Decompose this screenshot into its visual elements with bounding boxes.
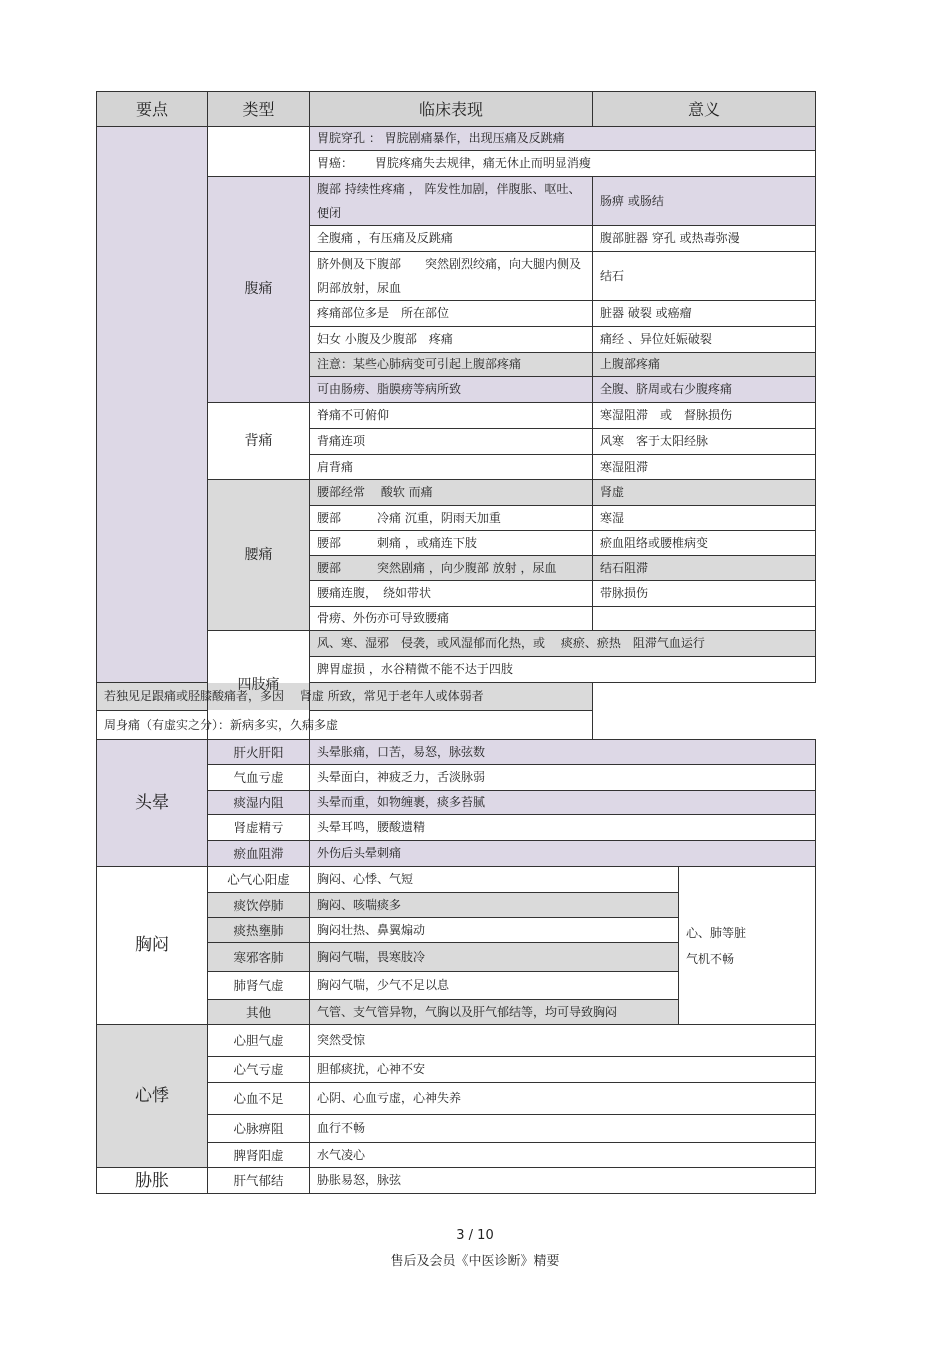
key-hypochondrium: 胁胀 (97, 1168, 208, 1194)
symptom-cell: 腰部 刺痛 ，或痛连下肢 (310, 531, 593, 556)
symptom-cell: 风、寒、湿邪 侵袭，或风湿郁而化热，或 痰瘀、瘀热 阻滞气血运行 (310, 631, 816, 657)
table-row (97, 1168, 816, 1194)
symptom-cell: 腰痛连腹， 绕如带状 (310, 581, 593, 607)
meaning-cell (593, 607, 816, 631)
symptom-cell: 脐外侧及下腹部 突然剧烈绞痛，向大腿内侧及阴部放射，尿血 (310, 252, 593, 301)
type-cell: 痰饮停肺 (208, 893, 310, 918)
chest-meaning-cell (679, 867, 816, 1025)
symptom-cell: 胸闷气喘，少气不足以息 (310, 972, 679, 1000)
table-header (97, 92, 816, 127)
type-abdominal-pain: 腹痛 (208, 177, 310, 403)
symptom-cell: 背痛连项 (310, 429, 593, 455)
key-dizziness: 头晕 (97, 740, 208, 867)
symptom-cell: 气管、支气管异物，气胸以及肝气郁结等，均可导致胸闷 (310, 1000, 679, 1025)
table-row (97, 740, 816, 765)
type-cell: 心胆气虚 (208, 1025, 310, 1057)
symptom-cell: 血行不畅 (310, 1115, 816, 1143)
meaning-line: 气机不畅 (686, 951, 735, 966)
symptom-cell: 水气凌心 (310, 1143, 816, 1168)
page-number: 3 / 10 (456, 1228, 494, 1243)
type-cell: 瘀血阻滞 (208, 841, 310, 867)
type-cell: 痰热壅肺 (208, 918, 310, 943)
symptom-cell: 肩背痛 (310, 455, 593, 480)
symptom-cell: 腰部经常 酸软 而痛 (310, 480, 593, 506)
diagnosis-table (96, 91, 816, 1194)
stomach-type-cell (208, 127, 310, 177)
type-cell: 肾虚精亏 (208, 815, 310, 841)
type-cell: 其他 (208, 1000, 310, 1025)
symptom-cell: 胸闷、咳喘痰多 (310, 893, 679, 918)
symptom-cell: 妇女 小腹及少腹部 疼痛 (310, 327, 593, 353)
symptom-cell: 可由肠痨、脂膜痨等病所致 (310, 377, 593, 403)
meaning-cell: 结石阻滞 (593, 556, 816, 581)
symptom-cell: 腰部 冷痛 沉重，阴雨天加重 (310, 506, 593, 531)
meaning-cell: 带脉损伤 (593, 581, 816, 607)
symptom-cell: 疼痛部位多是 所在部位 (310, 301, 593, 327)
table-row (97, 1025, 816, 1057)
table-row (97, 867, 816, 893)
meaning-cell: 腹部脏器 穿孔 或热毒弥漫 (593, 226, 816, 252)
document-page (96, 91, 815, 1194)
type-cell: 肝火肝阳 (208, 740, 310, 765)
symptom-cell: 头晕胀痛，口苦，易怒，脉弦数 (310, 740, 816, 765)
header-key: 要点 (97, 92, 208, 127)
meaning-line: 心、肺等脏 (686, 925, 747, 940)
symptom-cell: 胸闷气喘，畏寒肢冷 (310, 943, 679, 972)
meaning-cell: 肠痹 或肠结 (593, 177, 816, 226)
symptom-cell: 胁胀易怒，脉弦 (310, 1168, 816, 1194)
meaning-cell: 痛经 、异位妊娠破裂 (593, 327, 816, 353)
table-row (97, 127, 816, 151)
meaning-cell: 风寒 客于太阳经脉 (593, 429, 816, 455)
type-waist-pain: 腰痛 (208, 480, 310, 631)
meaning-cell: 结石 (593, 252, 816, 301)
meaning-cell: 肾虚 (593, 480, 816, 506)
symptom-cell: 头晕耳鸣，腰酸遗精 (310, 815, 816, 841)
symptom-cell: 周身痛（有虚实之分）：新病多实，久病多虚 (97, 711, 593, 740)
meaning-cell: 寒湿阻滞 (593, 455, 816, 480)
meaning-cell: 瘀血阻络或腰椎病变 (593, 531, 816, 556)
type-cell: 脾肾阳虚 (208, 1143, 310, 1168)
table-row (97, 711, 816, 740)
symptom-cell: 腰部 突然剧痛 ，向少腹部 放射 ，尿血 (310, 556, 593, 581)
symptom-cell: 头晕而重，如物缠裹，痰多苔腻 (310, 791, 816, 815)
meaning-cell: 上腹部疼痛 (593, 353, 816, 377)
symptom-cell: 突然受惊 (310, 1025, 816, 1057)
footer-caption: 售后及会员《中医诊断》精要 (390, 1254, 560, 1269)
symptom-cell: 脊痛不可俯仰 (310, 403, 593, 429)
type-cell: 心脉痹阻 (208, 1115, 310, 1143)
meaning-cell: 寒湿 (593, 506, 816, 531)
symptom-cell: 注意：某些心肺病变可引起上腹部疼痛 (310, 353, 593, 377)
type-cell: 寒邪客肺 (208, 943, 310, 972)
type-back-pain: 背痛 (208, 403, 310, 480)
symptom-cell: 外伤后头晕刺痛 (310, 841, 816, 867)
symptom-cell: 脾胃虚损 ，水谷精微不能不达于四肢 (310, 657, 816, 683)
type-cell: 气血亏虚 (208, 765, 310, 791)
meaning-cell: 寒湿阻滞 或 督脉损伤 (593, 403, 816, 429)
type-cell: 肝气郁结 (208, 1168, 310, 1194)
symptom-cell: 骨痨、外伤亦可导致腰痛 (310, 607, 593, 631)
type-cell: 心气亏虚 (208, 1057, 310, 1083)
symptom-cell: 头晕面白，神疲乏力，舌淡脉弱 (310, 765, 816, 791)
symptom-cell: 全腹痛 ，有压痛及反跳痛 (310, 226, 593, 252)
header-symptom: 临床表现 (310, 92, 593, 127)
type-cell: 心血不足 (208, 1083, 310, 1115)
type-cell: 心气心阳虚 (208, 867, 310, 893)
symptom-cell: 若独见足跟痛或胫膝酸痛者，多因 肾虚 所致，常见于老年人或体弱者 (97, 683, 593, 711)
header-type: 类型 (208, 92, 310, 127)
symptom-cell: 胆郁痰扰，心神不安 (310, 1057, 816, 1083)
table-row (97, 683, 816, 711)
symptom-cell: 胸闷壮热、鼻翼煽动 (310, 918, 679, 943)
key-palpitation: 心悸 (97, 1025, 208, 1168)
meaning-cell: 全腹、脐周或右少腹疼痛 (593, 377, 816, 403)
symptom-cell: 胸闷、心悸、气短 (310, 867, 679, 893)
symptom-cell: 心阴、心血亏虚，心神失养 (310, 1083, 816, 1115)
header-meaning: 意义 (593, 92, 816, 127)
symptom-cell: 胃脘穿孔 ： 胃脘剧痛暴作，出现压痛及反跳痛 (310, 127, 816, 151)
type-cell: 肺肾气虚 (208, 972, 310, 1000)
type-limb-pain: 四肢痛 (208, 631, 310, 740)
type-cell: 痰湿内阻 (208, 791, 310, 815)
key-chest-tightness: 胸闷 (97, 867, 208, 1025)
symptom-cell: 胃癌： 胃脘疼痛失去规律，痛无休止而明显消瘦 (310, 151, 816, 177)
symptom-cell: 腹部 持续性疼痛 ， 阵发性加剧，伴腹胀、呕吐、便闭 (310, 177, 593, 226)
meaning-cell: 脏器 破裂 或癌瘤 (593, 301, 816, 327)
pain-key-cell (97, 127, 208, 683)
